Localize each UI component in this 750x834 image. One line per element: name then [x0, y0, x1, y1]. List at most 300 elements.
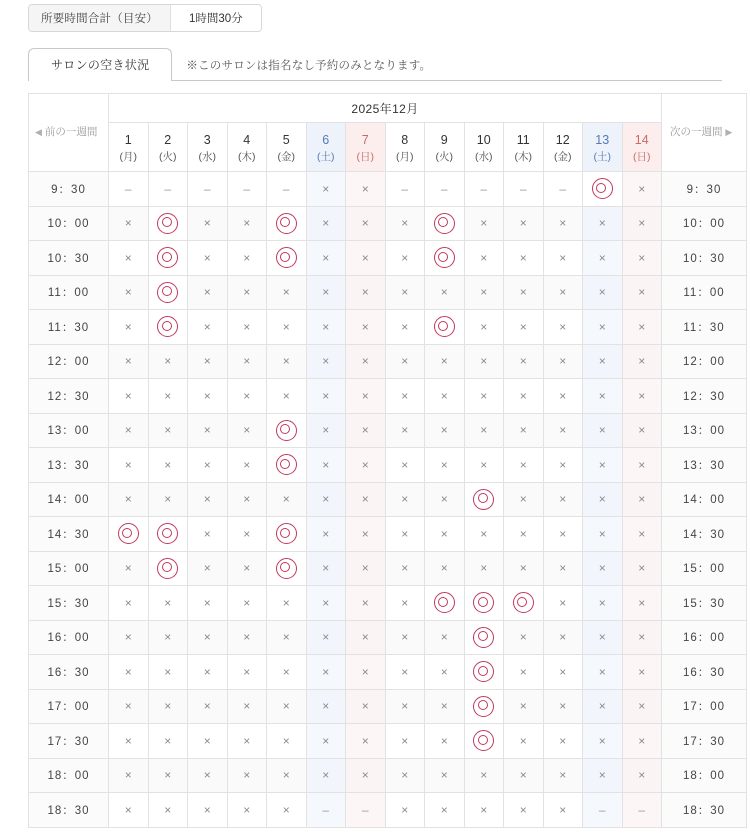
cross-icon: ×	[124, 630, 132, 645]
slot-full	[306, 344, 346, 379]
cross-icon: ×	[401, 492, 409, 507]
day-number: 6	[322, 133, 330, 147]
slot-available[interactable]	[148, 551, 188, 586]
dash-icon: –	[559, 181, 567, 196]
cross-icon: ×	[559, 354, 567, 369]
slot-full	[346, 448, 386, 483]
slot-full	[504, 620, 544, 655]
cross-icon: ×	[638, 388, 646, 403]
slot-full	[622, 172, 662, 207]
day-number: 5	[282, 133, 290, 147]
slot-available[interactable]	[267, 517, 307, 552]
time-label-left: 13：00	[29, 413, 109, 448]
slot-available[interactable]	[148, 517, 188, 552]
cross-icon: ×	[203, 388, 211, 403]
slot-available[interactable]	[267, 448, 307, 483]
time-label-left: 18：00	[29, 758, 109, 793]
cross-icon: ×	[598, 285, 606, 300]
cross-icon: ×	[638, 457, 646, 472]
slot-full	[504, 379, 544, 414]
slot-full	[464, 206, 504, 241]
prev-week-button[interactable]	[29, 94, 109, 172]
slot-full	[622, 310, 662, 345]
cross-icon: ×	[559, 699, 567, 714]
cross-icon: ×	[243, 354, 251, 369]
cross-icon: ×	[282, 492, 290, 507]
cross-icon: ×	[598, 388, 606, 403]
double-circle-icon	[434, 316, 455, 337]
slot-full	[385, 758, 425, 793]
slot-full	[622, 758, 662, 793]
cross-icon: ×	[559, 802, 567, 817]
chevron-right-icon: ▶	[725, 127, 733, 138]
slot-available[interactable]	[425, 241, 465, 276]
slot-full	[543, 517, 583, 552]
availability-table	[28, 93, 747, 828]
cross-icon: ×	[361, 595, 369, 610]
tab-salon-availability[interactable]: サロンの空き状況	[28, 48, 172, 81]
day-weekday: (金)	[277, 151, 295, 163]
slot-full	[543, 310, 583, 345]
day-weekday: (土)	[593, 151, 611, 163]
slot-full	[583, 724, 623, 759]
slot-available[interactable]	[464, 689, 504, 724]
slot-full	[504, 448, 544, 483]
slot-full	[504, 689, 544, 724]
double-circle-icon	[434, 213, 455, 234]
cross-icon: ×	[164, 768, 172, 783]
cross-icon: ×	[480, 388, 488, 403]
time-label-left: 10：30	[29, 241, 109, 276]
slot-full	[188, 206, 228, 241]
slot-full	[346, 482, 386, 517]
cross-icon: ×	[203, 354, 211, 369]
slot-full	[385, 275, 425, 310]
slot-available[interactable]	[425, 586, 465, 621]
slot-full	[385, 241, 425, 276]
cross-icon: ×	[598, 561, 606, 576]
slot-full	[385, 586, 425, 621]
day-weekday: (火)	[159, 151, 177, 163]
slot-full	[227, 310, 267, 345]
slot-available[interactable]	[504, 586, 544, 621]
slot-full	[385, 689, 425, 724]
slot-full	[148, 482, 188, 517]
cross-icon: ×	[401, 699, 409, 714]
cross-icon: ×	[638, 492, 646, 507]
slot-full	[227, 448, 267, 483]
cross-icon: ×	[559, 285, 567, 300]
slot-full	[346, 551, 386, 586]
slot-full	[188, 310, 228, 345]
slot-full	[504, 241, 544, 276]
slot-available[interactable]	[267, 241, 307, 276]
cross-icon: ×	[124, 354, 132, 369]
cross-icon: ×	[519, 216, 527, 231]
availability-calendar	[28, 93, 733, 828]
cross-icon: ×	[124, 561, 132, 576]
cross-icon: ×	[559, 492, 567, 507]
slot-full	[346, 413, 386, 448]
slot-full	[109, 758, 149, 793]
slot-full	[543, 275, 583, 310]
slot-full	[306, 206, 346, 241]
cross-icon: ×	[440, 285, 448, 300]
slot-full	[227, 379, 267, 414]
slot-full	[622, 724, 662, 759]
slot-full	[583, 241, 623, 276]
time-label-left: 11：00	[29, 275, 109, 310]
cross-icon: ×	[243, 216, 251, 231]
cross-icon: ×	[519, 768, 527, 783]
slot-full	[543, 793, 583, 828]
slot-available[interactable]	[464, 655, 504, 690]
cross-icon: ×	[361, 423, 369, 438]
slot-closed	[425, 172, 465, 207]
cross-icon: ×	[124, 699, 132, 714]
cross-icon: ×	[638, 319, 646, 334]
slot-full	[346, 172, 386, 207]
time-label-left: 11：30	[29, 310, 109, 345]
double-circle-icon	[157, 213, 178, 234]
slot-full	[464, 448, 504, 483]
time-label-left: 17：00	[29, 689, 109, 724]
cross-icon: ×	[203, 630, 211, 645]
slot-full	[227, 620, 267, 655]
day-number: 4	[243, 133, 251, 147]
slot-full	[188, 689, 228, 724]
slot-full	[583, 620, 623, 655]
slot-available[interactable]	[148, 241, 188, 276]
slot-full	[622, 551, 662, 586]
double-circle-icon	[276, 213, 297, 234]
cross-icon: ×	[282, 354, 290, 369]
cross-icon: ×	[480, 354, 488, 369]
cross-icon: ×	[164, 630, 172, 645]
cross-icon: ×	[401, 388, 409, 403]
cross-icon: ×	[203, 664, 211, 679]
cross-icon: ×	[203, 526, 211, 541]
cross-icon: ×	[519, 561, 527, 576]
slot-full	[346, 517, 386, 552]
double-circle-icon	[276, 454, 297, 475]
slot-full	[425, 275, 465, 310]
day-number: 8	[401, 133, 409, 147]
slot-full	[425, 620, 465, 655]
slot-full	[109, 379, 149, 414]
calendar-body	[29, 172, 747, 828]
slot-full	[306, 724, 346, 759]
dash-icon: –	[322, 802, 330, 817]
slot-available[interactable]	[148, 206, 188, 241]
slot-full	[306, 379, 346, 414]
cross-icon: ×	[559, 733, 567, 748]
slot-full	[227, 724, 267, 759]
day-number: 13	[595, 133, 610, 147]
calendar-day-header	[583, 123, 623, 172]
cross-icon: ×	[638, 768, 646, 783]
cross-icon: ×	[638, 354, 646, 369]
slot-full	[385, 310, 425, 345]
cross-icon: ×	[598, 216, 606, 231]
calendar-day-header	[306, 123, 346, 172]
table-row	[29, 310, 747, 345]
cross-icon: ×	[559, 388, 567, 403]
cross-icon: ×	[322, 561, 330, 576]
table-row	[29, 206, 747, 241]
cross-icon: ×	[519, 630, 527, 645]
cross-icon: ×	[361, 354, 369, 369]
slot-closed	[622, 793, 662, 828]
slot-full	[306, 172, 346, 207]
day-weekday: (水)	[475, 151, 493, 163]
day-number: 7	[361, 133, 369, 147]
double-circle-icon	[157, 558, 178, 579]
slot-closed	[148, 172, 188, 207]
slot-closed	[227, 172, 267, 207]
dash-icon: –	[243, 181, 251, 196]
cross-icon: ×	[124, 664, 132, 679]
cross-icon: ×	[559, 526, 567, 541]
slot-full	[346, 310, 386, 345]
cross-icon: ×	[480, 250, 488, 265]
slot-full	[148, 793, 188, 828]
prev-week-label: 前の一週間	[44, 126, 98, 139]
slot-available[interactable]	[583, 172, 623, 207]
time-label-right: 17：00	[662, 689, 747, 724]
cross-icon: ×	[124, 388, 132, 403]
next-week-button[interactable]	[662, 94, 747, 172]
time-label-right: 15：30	[662, 586, 747, 621]
time-label-right: 11：30	[662, 310, 747, 345]
cross-icon: ×	[243, 733, 251, 748]
cross-icon: ×	[440, 526, 448, 541]
slot-full	[425, 413, 465, 448]
slot-full	[583, 413, 623, 448]
cross-icon: ×	[361, 250, 369, 265]
cross-icon: ×	[282, 595, 290, 610]
slot-full	[464, 758, 504, 793]
dash-icon: –	[480, 181, 488, 196]
cross-icon: ×	[519, 492, 527, 507]
slot-full	[346, 344, 386, 379]
slot-full	[109, 724, 149, 759]
cross-icon: ×	[440, 664, 448, 679]
day-weekday: (金)	[554, 151, 572, 163]
slot-available[interactable]	[464, 586, 504, 621]
table-row	[29, 448, 747, 483]
slot-full	[267, 655, 307, 690]
slot-available[interactable]	[267, 413, 307, 448]
cross-icon: ×	[124, 595, 132, 610]
day-number: 1	[124, 133, 132, 147]
table-row	[29, 655, 747, 690]
slot-full	[188, 413, 228, 448]
slot-full	[227, 655, 267, 690]
cross-icon: ×	[638, 250, 646, 265]
slot-full	[188, 482, 228, 517]
cross-icon: ×	[164, 595, 172, 610]
cross-icon: ×	[361, 181, 369, 196]
day-weekday: (木)	[514, 151, 532, 163]
time-label-left: 16：30	[29, 655, 109, 690]
slot-full	[109, 620, 149, 655]
slot-closed	[504, 172, 544, 207]
time-label-left: 13：30	[29, 448, 109, 483]
cross-icon: ×	[203, 423, 211, 438]
time-label-left: 14：30	[29, 517, 109, 552]
slot-available[interactable]	[464, 620, 504, 655]
dash-icon: –	[203, 181, 211, 196]
day-number: 2	[164, 133, 172, 147]
slot-full	[543, 448, 583, 483]
time-label-left: 12：30	[29, 379, 109, 414]
cross-icon: ×	[243, 802, 251, 817]
duration-label: 所要時間合計（目安）	[29, 5, 171, 31]
slot-full	[464, 517, 504, 552]
slot-full	[148, 724, 188, 759]
cross-icon: ×	[440, 699, 448, 714]
cross-icon: ×	[164, 354, 172, 369]
cross-icon: ×	[598, 457, 606, 472]
slot-available[interactable]	[267, 206, 307, 241]
slot-full	[583, 517, 623, 552]
slot-full	[504, 793, 544, 828]
cross-icon: ×	[401, 354, 409, 369]
slot-full	[188, 379, 228, 414]
slot-full	[464, 241, 504, 276]
cross-icon: ×	[401, 457, 409, 472]
slot-full	[188, 241, 228, 276]
cross-icon: ×	[243, 492, 251, 507]
calendar-day-header	[464, 123, 504, 172]
time-label-right: 12：30	[662, 379, 747, 414]
cross-icon: ×	[322, 492, 330, 507]
time-label-left: 16：00	[29, 620, 109, 655]
slot-full	[109, 241, 149, 276]
slot-full	[543, 241, 583, 276]
cross-icon: ×	[203, 595, 211, 610]
slot-full	[504, 655, 544, 690]
slot-full	[504, 344, 544, 379]
slot-full	[306, 689, 346, 724]
cross-icon: ×	[243, 595, 251, 610]
time-label-right: 18：30	[662, 793, 747, 828]
time-label-right: 14：30	[662, 517, 747, 552]
slot-full	[109, 413, 149, 448]
slot-full	[464, 379, 504, 414]
cross-icon: ×	[203, 457, 211, 472]
cross-icon: ×	[401, 664, 409, 679]
slot-full	[148, 758, 188, 793]
slot-full	[504, 551, 544, 586]
cross-icon: ×	[322, 319, 330, 334]
slot-full	[109, 793, 149, 828]
slot-full	[464, 344, 504, 379]
slot-full	[583, 689, 623, 724]
dash-icon: –	[638, 802, 646, 817]
slot-full	[227, 275, 267, 310]
cross-icon: ×	[638, 699, 646, 714]
cross-icon: ×	[124, 733, 132, 748]
slot-full	[306, 517, 346, 552]
time-label-right: 16：30	[662, 655, 747, 690]
time-label-right: 10：00	[662, 206, 747, 241]
slot-full	[346, 206, 386, 241]
cross-icon: ×	[361, 630, 369, 645]
slot-full	[425, 689, 465, 724]
slot-available[interactable]	[267, 551, 307, 586]
cross-icon: ×	[164, 457, 172, 472]
double-circle-icon	[434, 592, 455, 613]
slot-full	[583, 551, 623, 586]
tab-note: ※このサロンは指名なし予約のみとなります。	[186, 60, 432, 72]
cross-icon: ×	[519, 250, 527, 265]
slot-full	[306, 310, 346, 345]
cross-icon: ×	[361, 285, 369, 300]
slot-full	[425, 724, 465, 759]
cross-icon: ×	[598, 423, 606, 438]
slot-full	[306, 586, 346, 621]
calendar-day-header	[109, 123, 149, 172]
next-week-label: 次の一週間	[670, 126, 723, 139]
slot-full	[148, 620, 188, 655]
cross-icon: ×	[440, 457, 448, 472]
cross-icon: ×	[203, 699, 211, 714]
slot-available[interactable]	[464, 724, 504, 759]
slot-full	[504, 517, 544, 552]
slot-full	[504, 413, 544, 448]
double-circle-icon	[276, 523, 297, 544]
calendar-day-header	[188, 123, 228, 172]
dash-icon: –	[124, 181, 132, 196]
slot-full	[109, 689, 149, 724]
slot-available[interactable]	[464, 482, 504, 517]
slot-full	[227, 758, 267, 793]
day-number: 11	[516, 133, 530, 147]
slot-full	[188, 344, 228, 379]
cross-icon: ×	[559, 630, 567, 645]
slot-available[interactable]	[109, 517, 149, 552]
slot-available[interactable]	[148, 275, 188, 310]
cross-icon: ×	[401, 285, 409, 300]
cross-icon: ×	[519, 319, 527, 334]
cross-icon: ×	[598, 664, 606, 679]
cross-icon: ×	[401, 802, 409, 817]
time-label-right: 10：30	[662, 241, 747, 276]
slot-full	[148, 689, 188, 724]
cross-icon: ×	[203, 492, 211, 507]
slot-full	[306, 655, 346, 690]
slot-closed	[464, 172, 504, 207]
slot-full	[385, 517, 425, 552]
cross-icon: ×	[598, 699, 606, 714]
slot-closed	[583, 793, 623, 828]
cross-icon: ×	[361, 768, 369, 783]
slot-full	[464, 310, 504, 345]
day-weekday: (日)	[633, 151, 651, 163]
slot-available[interactable]	[425, 206, 465, 241]
slot-available[interactable]	[425, 310, 465, 345]
chevron-left-icon: ◀	[35, 127, 42, 138]
slot-closed	[543, 172, 583, 207]
cross-icon: ×	[124, 285, 132, 300]
slot-full	[227, 689, 267, 724]
slot-full	[583, 655, 623, 690]
double-circle-icon	[473, 661, 494, 682]
slot-available[interactable]	[148, 310, 188, 345]
cross-icon: ×	[361, 526, 369, 541]
